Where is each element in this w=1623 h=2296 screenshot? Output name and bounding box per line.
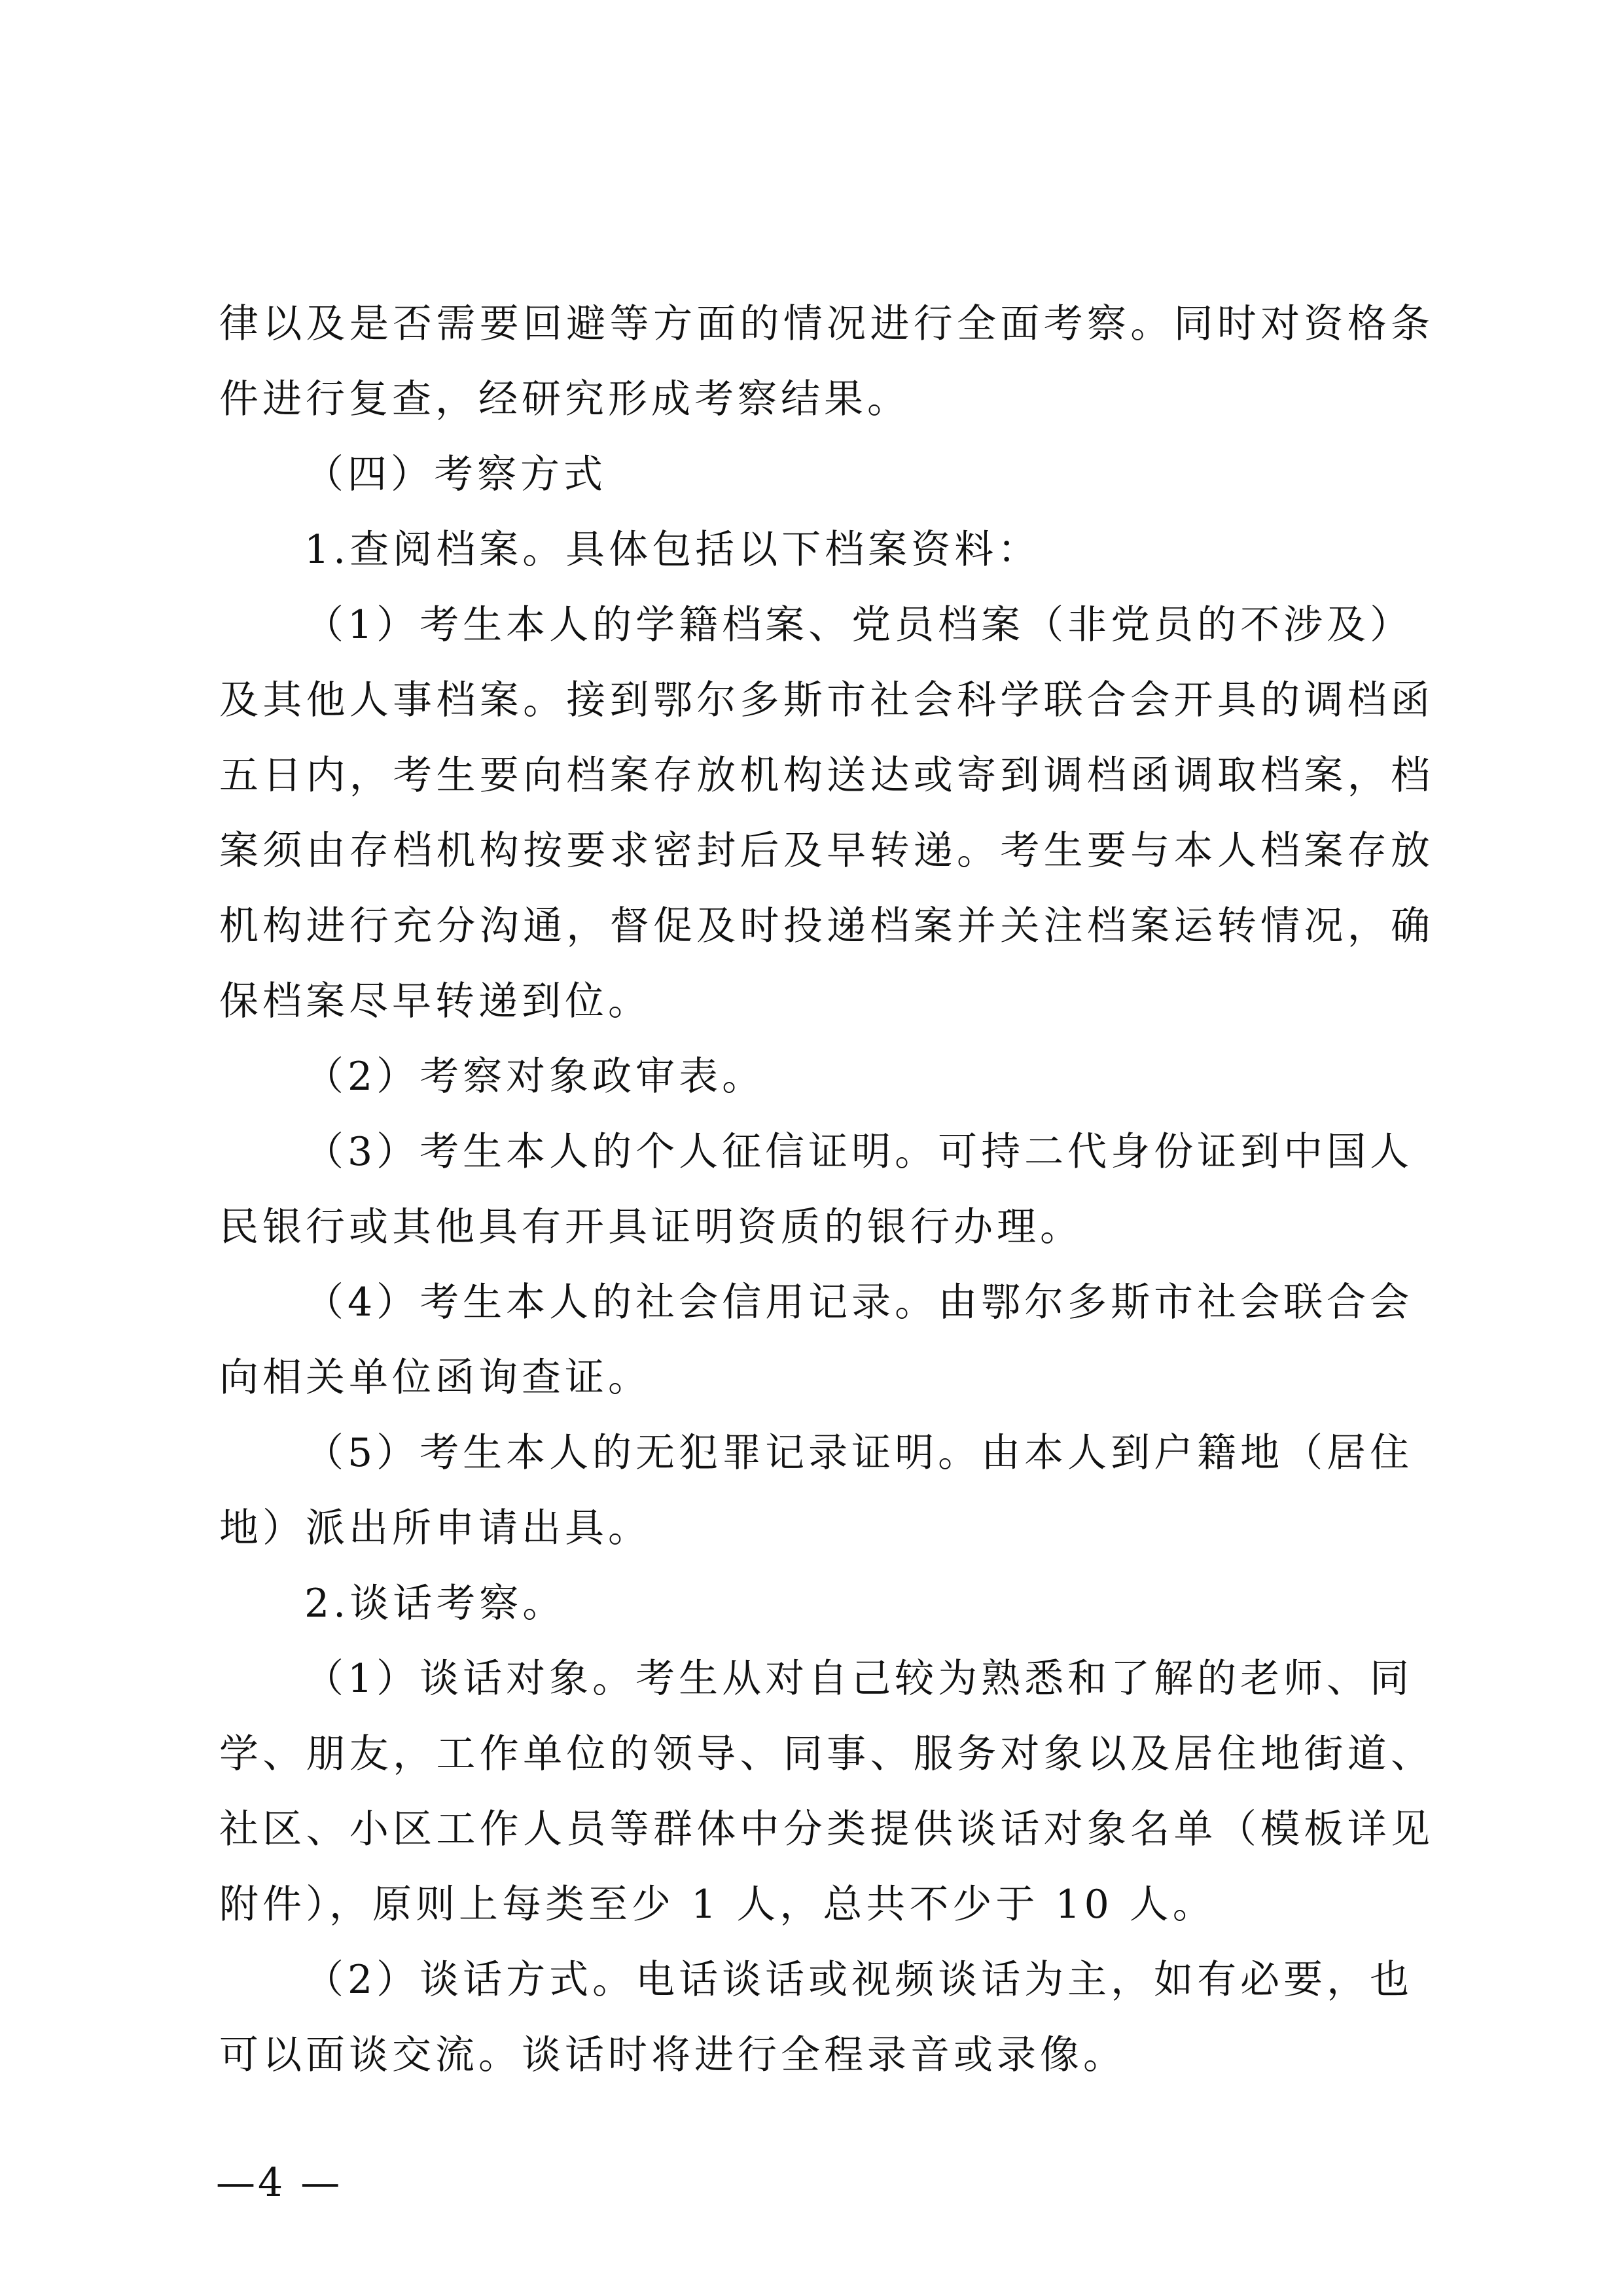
body-text-line: 及其他人事档案。接到鄂尔多斯市社会科学联合会开具的调档函 (219, 677, 1430, 723)
page-number: —4 — (216, 2160, 343, 2206)
body-text-line: 案须由存档机构按要求密封后及早转递。考生要与本人档案存放 (219, 828, 1430, 874)
body-text-line: 社区、小区工作人员等群体中分类提供谈话对象名单（模板详见 (219, 1806, 1430, 1852)
body-text-line: 可以面谈交流。谈话时将进行全程录音或录像。 (219, 2032, 1126, 2078)
body-text-line: （5）考生本人的无犯罪记录证明。由本人到户籍地（居住 (304, 1430, 1414, 1476)
body-text-line: （3）考生本人的个人征信证明。可持二代身份证到中国人 (304, 1129, 1414, 1175)
body-text-line: （1）谈话对象。考生从对自己较为熟悉和了解的老师、同 (304, 1656, 1414, 1702)
body-text-line: 件进行复查，经研究形成考察结果。 (219, 376, 910, 422)
body-text-line: 地）派出所申请出具。 (219, 1505, 651, 1551)
body-text-line: 保档案尽早转递到位。 (219, 978, 651, 1024)
section-heading: （四）考察方式 (304, 452, 607, 497)
subsection-heading: 1.查阅档案。具体包括以下档案资料： (304, 527, 1041, 573)
body-text-line: 五日内，考生要向档案存放机构送达或寄到调档函调取档案，档 (219, 753, 1430, 798)
body-text-line: 附件），原则上每类至少 1 人，总共不少于 10 人。 (219, 1882, 1216, 1928)
body-text-line: （1）考生本人的学籍档案、党员档案（非党员的不涉及） (304, 602, 1414, 648)
body-text-line: 民银行或其他具有开具证明资质的银行办理。 (219, 1204, 1083, 1250)
body-text-line: （2）谈话方式。电话谈话或视频谈话为主，如有必要，也 (304, 1957, 1414, 2003)
body-text-line: 学、朋友，工作单位的领导、同事、服务对象以及居住地街道、 (219, 1731, 1430, 1777)
subsection-heading: 2.谈话考察。 (304, 1581, 566, 1626)
body-text-line: （4）考生本人的社会信用记录。由鄂尔多斯市社会联合会 (304, 1280, 1414, 1325)
body-text-line: 律以及是否需要回避等方面的情况进行全面考察。同时对资格条 (219, 301, 1430, 347)
body-text-line: （2）考察对象政审表。 (304, 1054, 766, 1100)
body-text-line: 机构进行充分沟通，督促及时投递档案并关注档案运转情况，确 (219, 903, 1430, 949)
body-text-line: 向相关单位函询查证。 (219, 1355, 651, 1401)
